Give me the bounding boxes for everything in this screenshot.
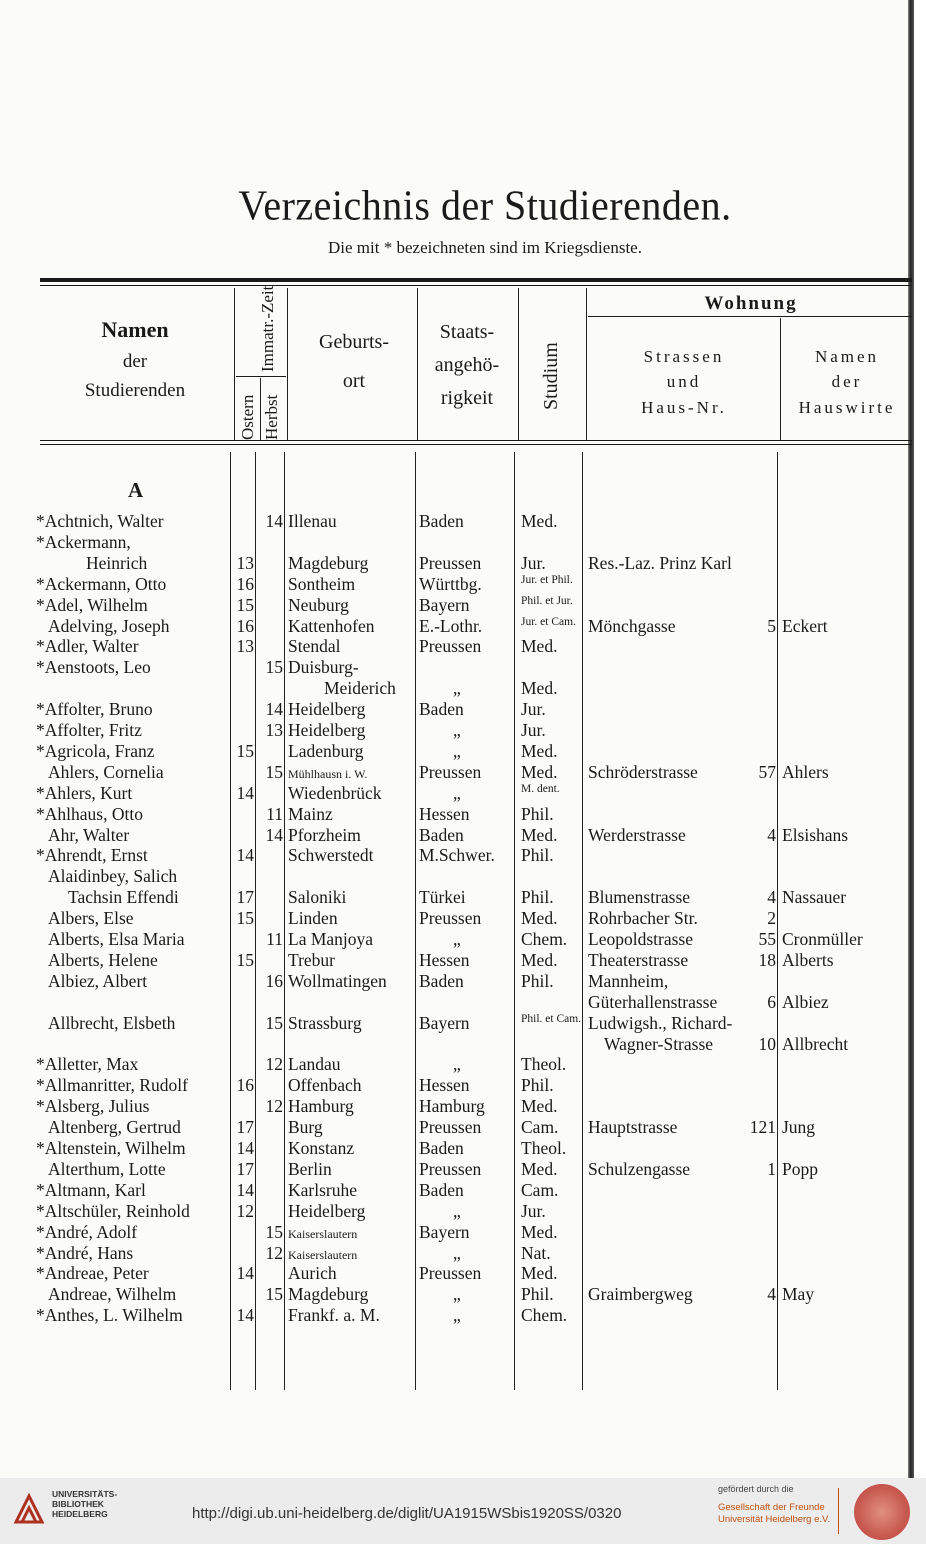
cell-ort: Heidelberg (288, 699, 366, 720)
cell-name: Alterthum, Lotte (48, 1158, 166, 1179)
cell-staat: Hessen (419, 1075, 470, 1096)
cell-nr: 10 (758, 1033, 776, 1054)
cell-stud: Med. (521, 908, 558, 929)
cell-nr: 1 (767, 1158, 776, 1179)
header-namen-line2: der (122, 350, 148, 372)
cell-ort: Illenau (288, 511, 337, 531)
cell-o: 14 (236, 1263, 254, 1284)
cell-name: *Adel, Wilhelm (36, 594, 148, 615)
cell-name: Ahlers, Cornelia (48, 761, 164, 782)
cell-ort: Schwerstedt (288, 845, 374, 866)
cell-staat: Baden (419, 1179, 464, 1200)
header-strassen-line2: und (666, 372, 702, 392)
cell-stud: Jur. et Cam. (521, 615, 576, 628)
cell-stud: Jur. (521, 1200, 546, 1221)
cell-staat: Baden (419, 1138, 464, 1158)
cell-nr: 6 (767, 991, 776, 1012)
cell-o: 14 (236, 845, 254, 866)
header-staats-line1: Staats- (439, 321, 495, 343)
cell-stud: Med. (521, 949, 558, 970)
header-top-rule (40, 278, 912, 282)
col-rule-2 (255, 452, 256, 1390)
permalink-url[interactable]: http://digi.ub.uni-heidelberg.de/diglit/UA1915WSbis1920SS/0320 (192, 1505, 622, 1522)
cell-o: 17 (236, 1117, 254, 1138)
cell-name: *André, Hans (36, 1242, 134, 1263)
cell-ort: Mühlhausn i. W. (288, 766, 368, 781)
sponsor-name-line1: Gesellschaft der Freunde (718, 1502, 825, 1513)
cell-ort: Trebur (288, 949, 335, 970)
cell-o: 17 (236, 1158, 254, 1179)
library-name (52, 1489, 117, 1519)
cell-name: Andreae, Wilhelm (48, 1284, 177, 1305)
col-rule-header-5 (518, 288, 519, 440)
page-subtitle: Die mit * bezeichneten sind im Kriegsdienste. (328, 238, 642, 257)
cell-h: 15 (265, 761, 283, 782)
col-rule-header-4 (417, 288, 418, 440)
cell-staat: Baden (419, 699, 464, 720)
cell-h: 11 (266, 929, 283, 949)
cell-nr: 57 (758, 761, 776, 782)
cell-stud: Med. (521, 678, 558, 699)
col-rule-header-2 (260, 378, 261, 440)
header-geburtsort-line1: Geburts- (319, 331, 389, 353)
cell-nr: 2 (767, 908, 776, 929)
header-bottom-rule (40, 440, 912, 441)
cell-nr: 4 (767, 824, 776, 845)
cell-str: Theaterstrasse (588, 949, 689, 970)
cell-name: Adelving, Joseph (48, 615, 170, 636)
cell-str: Werderstrasse (588, 824, 686, 845)
cell-o: 14 (236, 1138, 254, 1158)
cell-staat: Hessen (419, 949, 470, 970)
cell-h: 13 (265, 720, 283, 740)
cell-wirt: Albiez (782, 991, 829, 1012)
cell-name: *Altenstein, Wilhelm (36, 1138, 186, 1158)
col-rule-6 (582, 452, 583, 1390)
cell-staat: Preussen (419, 1263, 482, 1284)
cell-o: 17 (236, 887, 254, 908)
cell-str: Schulzengasse (588, 1158, 691, 1179)
cell-str: Leopoldstrasse (588, 929, 693, 949)
cell-h: 12 (265, 1096, 283, 1117)
cell-name: *Alletter, Max (36, 1054, 139, 1075)
university-seal-icon (854, 1484, 910, 1540)
cell-ort: Ladenburg (288, 740, 364, 761)
cell-ort: Wollmatingen (288, 970, 387, 991)
cell-name: *Affolter, Bruno (36, 699, 153, 720)
header-geburtsort (292, 330, 416, 394)
cell-ort: Kaiserslautern (288, 1247, 358, 1262)
cell-str: Res.-Laz. Prinz Karl (588, 552, 732, 573)
header-staats-line3: rigkeit (440, 387, 494, 409)
cell-name: *Ackermann, (36, 531, 131, 552)
cell-ort: Offenbach (288, 1075, 362, 1096)
header-strassen (590, 346, 778, 418)
cell-wirt: Jung (782, 1117, 816, 1138)
cell-nr: 5 (767, 615, 776, 636)
cell-nr: 55 (758, 929, 776, 949)
cell-name: *Allmanritter, Rudolf (36, 1075, 188, 1096)
cell-wirt: Nassauer (782, 887, 847, 908)
cell-name: *Aenstoots, Leo (36, 657, 151, 678)
col-rule-header-1 (234, 288, 235, 440)
cell-staat: „ (453, 678, 461, 699)
cell-name: *André, Adolf (36, 1221, 138, 1242)
cell-name: *Altmann, Karl (36, 1179, 146, 1200)
cell-wirt: Elsishans (782, 824, 849, 845)
cell-name: Tachsin Effendi (68, 887, 179, 908)
cell-name: *Achtnich, Walter (36, 511, 164, 531)
cell-staat: Preussen (419, 552, 482, 573)
cell-stud: Nat. (521, 1242, 551, 1263)
cell-o: 16 (236, 615, 254, 636)
cell-h: 11 (266, 803, 283, 824)
section-letter: A (128, 478, 144, 502)
cell-o: 13 (236, 552, 254, 573)
cell-str: Mönchgasse (588, 615, 676, 636)
cell-name: Heinrich (86, 552, 148, 573)
header-bottom-rule-2 (40, 444, 912, 445)
cell-staat: Württbg. (419, 573, 482, 594)
cell-h: 14 (265, 511, 283, 531)
cell-staat: E.-Lothr. (419, 615, 483, 636)
cell-stud: Chem. (521, 1305, 568, 1326)
cell-stud: Med. (521, 1158, 558, 1179)
cell-stud: Phil. et Jur. (521, 594, 573, 607)
cell-ort: Landau (288, 1054, 341, 1075)
header-immatr-rule (236, 376, 286, 377)
cell-ort: Hamburg (288, 1096, 354, 1117)
cell-staat: „ (453, 720, 461, 740)
cell-stud: Med. (521, 511, 558, 531)
header-hauswirte-line2: der (831, 372, 863, 392)
col-rule-4 (415, 452, 416, 1390)
cell-staat: Hamburg (419, 1096, 485, 1117)
header-strassen-line1: Strassen (643, 347, 725, 366)
cell-name: *Agricola, Franz (36, 740, 155, 761)
cell-str: Graimbergweg (588, 1284, 693, 1305)
sponsor-name (718, 1502, 830, 1526)
cell-staat: „ (453, 1305, 461, 1326)
header-immatr: Immatr.-Zeit (258, 285, 277, 372)
cell-stud: Jur. et Phil. (521, 573, 573, 586)
sponsor-name-line2: Universität Heidelberg e.V. (718, 1514, 831, 1525)
sponsor-label: gefördert durch die (718, 1484, 794, 1494)
cell-nr: 18 (758, 949, 776, 970)
col-rule-3 (284, 452, 285, 1390)
cell-wirt: Popp (782, 1158, 818, 1179)
cell-ort: Karlsruhe (288, 1179, 358, 1200)
cell-o: 16 (236, 573, 254, 594)
cell-h: 15 (265, 1221, 283, 1242)
cell-stud: Med. (521, 761, 558, 782)
header-namen-line1: Namen (101, 317, 169, 342)
cell-wirt: May (782, 1284, 815, 1305)
cell-ort: Heidelberg (288, 1200, 366, 1221)
cell-stud: Med. (521, 740, 558, 761)
cell-ort: Strassburg (288, 1012, 362, 1033)
cell-ort: Sontheim (288, 573, 356, 594)
header-ostern: Ostern (238, 394, 257, 440)
cell-stud: Phil. (521, 1284, 554, 1305)
cell-staat: Baden (419, 824, 464, 845)
cell-stud: Jur. (521, 699, 546, 720)
cell-name: Alberts, Elsa Maria (48, 929, 185, 949)
cell-staat: Bayern (419, 1012, 470, 1033)
cell-staat: „ (453, 1054, 461, 1075)
cell-h: 15 (265, 1284, 283, 1305)
cell-ort: Berlin (288, 1158, 332, 1179)
header-studium: Studium (540, 342, 562, 410)
cell-staat: Türkei (419, 887, 466, 908)
cell-stud: Jur. (521, 552, 546, 573)
cell-stud: Phil. (521, 1075, 554, 1096)
cell-name: Ahr, Walter (48, 824, 130, 845)
header-top-rule-thin (40, 285, 912, 286)
cell-ort: Stendal (288, 636, 341, 657)
cell-stud: Jur. (521, 720, 546, 740)
cell-staat: Preussen (419, 908, 482, 929)
cell-staat: Bayern (419, 594, 470, 615)
header-staats-line2: angehö- (434, 354, 500, 376)
cell-str: Mannheim, (588, 970, 669, 991)
page-title: Verzeichnis der Studierenden. (238, 181, 732, 230)
cell-staat: Preussen (419, 1158, 482, 1179)
cell-ort: Kaiserslautern (288, 1226, 358, 1241)
cell-stud: Theol. (521, 1138, 567, 1158)
cell-staat: „ (453, 929, 461, 949)
cell-h: 15 (265, 657, 283, 678)
cell-name: Albiez, Albert (48, 970, 148, 991)
cell-ort: Heidelberg (288, 720, 366, 740)
cell-ort: Mainz (288, 803, 333, 824)
cell-staat: M.Schwer. (419, 845, 495, 866)
cell-stud: Phil. (521, 887, 554, 908)
header-herbst: Herbst (262, 394, 281, 440)
cell-stud: Phil. (521, 845, 554, 866)
col-rule-5 (514, 452, 515, 1390)
cell-str: Hauptstrasse (588, 1117, 678, 1138)
col-rule-1 (230, 452, 231, 1390)
col-rule-7 (777, 452, 778, 1390)
header-staats (418, 320, 516, 411)
cell-name: *Altschüler, Reinhold (36, 1200, 190, 1221)
cell-ort: Kattenhofen (288, 615, 375, 636)
cell-name: *Ahlers, Kurt (36, 782, 133, 803)
col-rule-header-7 (780, 318, 781, 440)
cell-o: 16 (236, 1075, 254, 1096)
col-rule-header-3 (287, 288, 288, 440)
cell-stud: Med. (521, 824, 558, 845)
cell-name: Alberts, Helene (48, 949, 158, 970)
cell-staat: Baden (419, 511, 464, 531)
cell-ort: La Manjoya (288, 929, 374, 949)
cell-stud: Phil. (521, 803, 554, 824)
cell-stud: Med. (521, 636, 558, 657)
cell-o: 14 (236, 1179, 254, 1200)
cell-name: *Alsberg, Julius (36, 1096, 150, 1117)
cell-staat: „ (453, 1242, 461, 1263)
cell-wirt: Allbrecht (782, 1033, 849, 1054)
cell-o: 15 (236, 908, 254, 929)
cell-h: 16 (265, 970, 283, 991)
cell-name: *Andreae, Peter (36, 1263, 149, 1284)
cell-name: *Affolter, Fritz (36, 720, 142, 740)
cell-staat: Preussen (419, 1117, 482, 1138)
cell-stud: Phil. et Cam. (521, 1012, 582, 1025)
cell-stud: Med. (521, 1263, 558, 1284)
cell-str: Schröderstrasse (588, 761, 698, 782)
cell-staat: „ (453, 740, 461, 761)
cell-ort: Meiderich (324, 678, 396, 699)
header-hauswirte (782, 346, 912, 418)
cell-ort: Magdeburg (288, 552, 369, 573)
cell-stud: Phil. (521, 970, 554, 991)
cell-ort: Magdeburg (288, 1284, 369, 1305)
cell-name: Allbrecht, Elsbeth (48, 1012, 176, 1033)
cell-ort: Neuburg (288, 594, 349, 615)
cell-str: Ludwigsh., Richard- (588, 1012, 733, 1033)
cell-ort: Burg (288, 1117, 323, 1138)
cell-stud: Cam. (521, 1179, 559, 1200)
cell-name: Albers, Else (48, 908, 134, 929)
library-name-line1: UNIVERSITÄTS- (52, 1489, 118, 1499)
cell-h: 14 (265, 699, 283, 720)
cell-o: 15 (236, 740, 254, 761)
cell-staat: „ (453, 782, 461, 803)
cell-stud: M. dent. (521, 782, 560, 795)
library-logo-icon (12, 1492, 46, 1526)
col-rule-header-6 (586, 288, 587, 440)
cell-h: 12 (265, 1242, 283, 1263)
cell-o: 15 (236, 594, 254, 615)
cell-name: Alaidinbey, Salich (48, 866, 178, 887)
cell-nr: 4 (767, 887, 776, 908)
cell-ort: Wiedenbrück (288, 782, 382, 803)
cell-o: 14 (236, 1305, 254, 1326)
cell-staat: Baden (419, 970, 464, 991)
cell-str: Blumenstrasse (588, 887, 691, 908)
library-name-line2: BIBLIOTHEK (52, 1499, 104, 1509)
cell-staat: Bayern (419, 1221, 470, 1242)
footer-separator (838, 1488, 839, 1534)
header-hauswirte-line3: Hauswirte (798, 397, 896, 417)
cell-stud: Theol. (521, 1054, 567, 1075)
cell-ort: Aurich (288, 1263, 337, 1284)
cell-stud: Med. (521, 1221, 558, 1242)
header-namen-line3: Studierenden (84, 380, 186, 402)
library-name-line3: HEIDELBERG (52, 1509, 108, 1519)
cell-h: 12 (265, 1054, 283, 1075)
cell-name: *Ahrendt, Ernst (36, 845, 148, 866)
header-wohnung-rule (588, 316, 912, 317)
cell-h: 14 (265, 824, 283, 845)
cell-o: 12 (236, 1200, 254, 1221)
cell-name: *Anthes, L. Wilhelm (36, 1305, 183, 1326)
cell-wirt: Eckert (782, 615, 828, 636)
cell-wirt: Ahlers (782, 761, 829, 782)
cell-staat: „ (453, 1200, 461, 1221)
header-geburtsort-line2: ort (342, 370, 366, 392)
footer-bar (0, 1478, 926, 1544)
cell-wirt: Cronmüller (782, 929, 863, 949)
cell-name: *Ahlhaus, Otto (36, 803, 143, 824)
cell-staat: Hessen (419, 803, 470, 824)
cell-staat: Preussen (419, 761, 482, 782)
cell-name: Altenberg, Gertrud (48, 1117, 181, 1138)
cell-wirt: Alberts (782, 949, 834, 970)
cell-str: Wagner-Strasse (604, 1033, 714, 1054)
cell-o: 15 (236, 949, 254, 970)
cell-o: 13 (236, 636, 254, 657)
cell-ort: Duisburg- (288, 657, 359, 678)
cell-nr: 121 (749, 1117, 776, 1138)
cell-o: 14 (236, 782, 254, 803)
cell-nr: 4 (767, 1284, 776, 1305)
cell-stud: Chem. (521, 929, 568, 949)
cell-stud: Cam. (521, 1117, 559, 1138)
cell-ort: Frankf. a. M. (288, 1305, 380, 1326)
header-hauswirte-line1: Namen (814, 347, 880, 366)
cell-ort: Saloniki (288, 887, 347, 908)
cell-h: 15 (265, 1012, 283, 1033)
cell-staat: „ (453, 1284, 461, 1305)
header-wohnung: Wohnung (704, 293, 798, 314)
cell-ort: Linden (288, 908, 338, 929)
cell-stud: Med. (521, 1096, 558, 1117)
cell-ort: Konstanz (288, 1138, 355, 1158)
cell-staat: Preussen (419, 636, 482, 657)
header-namen (50, 316, 220, 403)
cell-ort: Pforzheim (288, 824, 361, 845)
cell-name: *Ackermann, Otto (36, 573, 167, 594)
cell-str: Rohrbacher Str. (588, 908, 698, 929)
cell-name: *Adler, Walter (36, 636, 139, 657)
header-strassen-line3: Haus-Nr. (641, 397, 727, 417)
cell-str: Güterhallenstrasse (588, 991, 718, 1012)
